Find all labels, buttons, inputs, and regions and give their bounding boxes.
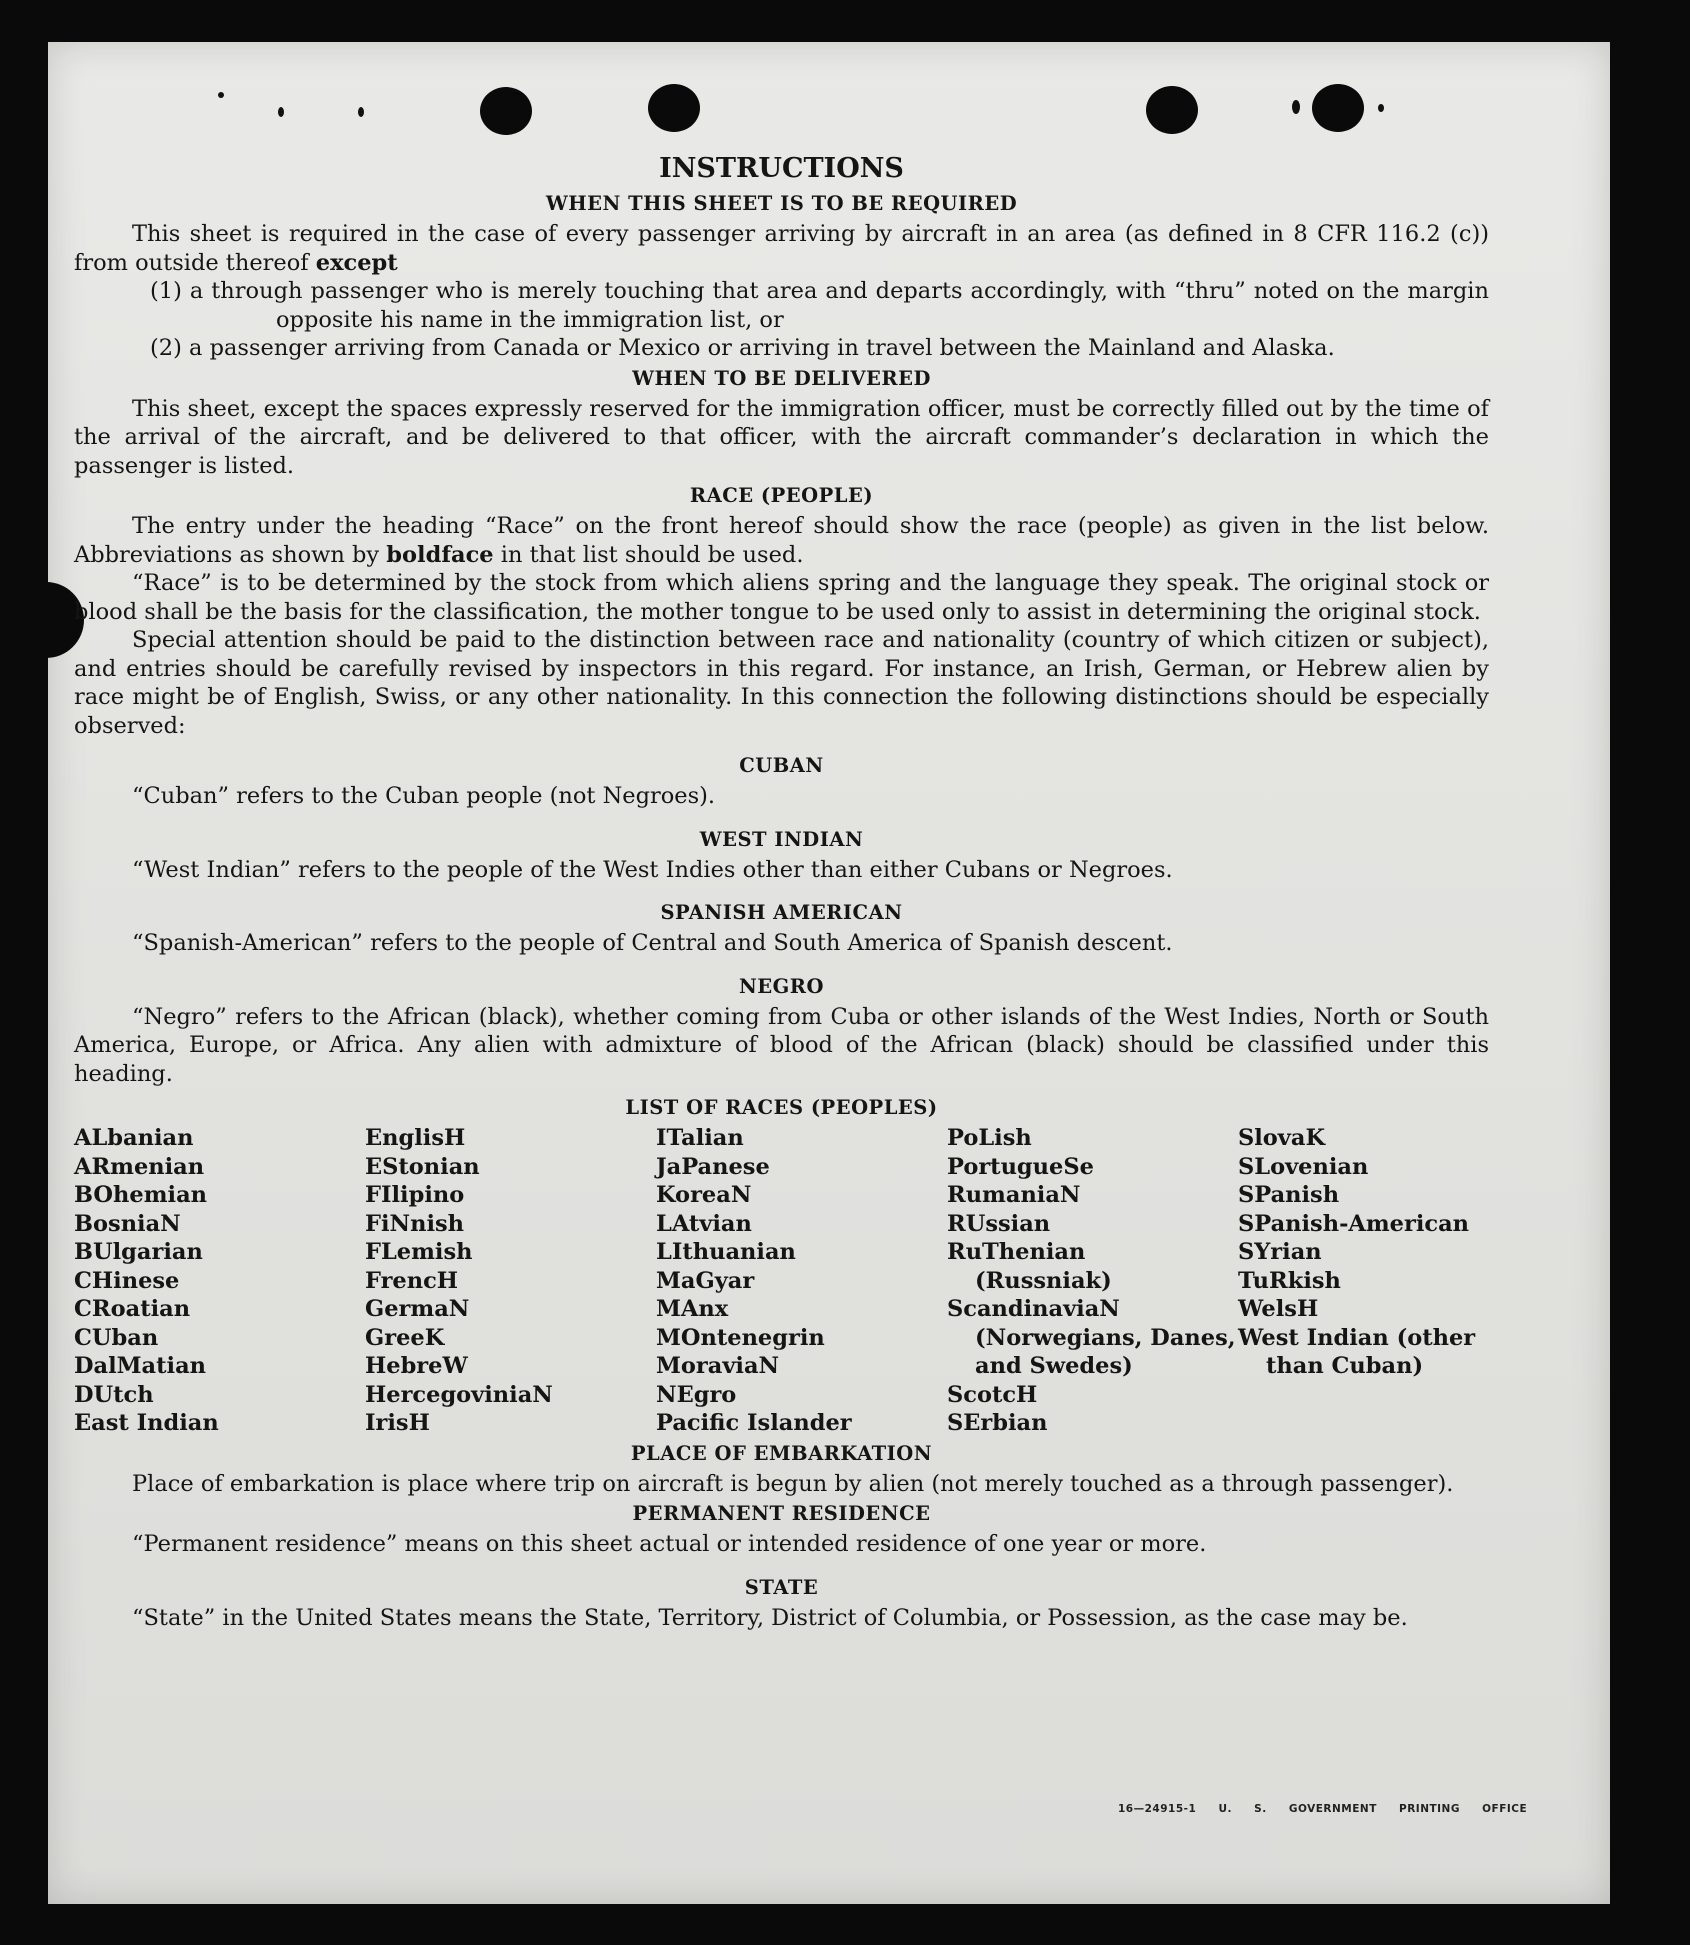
paragraph-race-3: Special attention should be paid to the distinction between race and nationality (country of which citizen or subject), and entries should be carefully revised by inspectors in this regard. For instance, an Irish, German, or Hebrew alien by race might be of English, Swiss, or any other nationality. In this connection the following distinctions should be especially observed:	[74, 627, 1489, 739]
heading-cuban: CUBAN	[739, 754, 824, 777]
race-item: RumaniaN	[947, 1182, 1081, 1208]
punch-hole	[1312, 84, 1364, 132]
race-item: FrencH	[365, 1267, 459, 1294]
race-item: MAnx	[656, 1296, 729, 1322]
race-column-5	[1238, 1124, 1489, 1438]
punch-hole	[648, 84, 700, 132]
race-item: SPanish	[1238, 1182, 1340, 1208]
race-item: East Indian	[74, 1410, 219, 1436]
paragraph-embarkation: Place of embarkation is place where trip on aircraft is begun by alien (not merely touched as a through passenger).	[132, 1470, 1454, 1497]
emphasis-except: except	[315, 249, 398, 276]
paragraph-race-2: “Race” is to be determined by the stock from which aliens spring and the language they speak. The original stock or blood shall be the basis for the classification, the mother tongue to be used only to assist in determining the original stock.	[74, 570, 1489, 625]
race-item: RuThenian (Russniak)	[947, 1239, 1112, 1294]
heading-state: STATE	[744, 1575, 819, 1599]
race-item: SErbian	[947, 1410, 1048, 1436]
race-item: FLemish	[365, 1239, 473, 1265]
race-item: ALbanian	[74, 1125, 194, 1151]
paragraph-west-indian: “West Indian” refers to the people of the West Indies other than either Cubans or Negroes.	[132, 856, 1173, 883]
race-item: DalMatian	[74, 1353, 207, 1379]
race-item: JaPanese	[656, 1153, 770, 1180]
race-item: EnglisH	[365, 1125, 466, 1151]
paragraph-state: “State” in the United States means the State, Territory, District of Columbia, or Possession, as the case may be.	[132, 1604, 1408, 1631]
race-item: FiNnish	[365, 1210, 465, 1237]
race-column-4	[947, 1124, 1238, 1438]
race-item: MoraviaN	[656, 1353, 780, 1379]
page-title: INSTRUCTIONS	[659, 153, 904, 184]
punch-hole	[480, 87, 532, 135]
race-item: NEgro	[656, 1381, 737, 1408]
race-item: Pacific Islander	[656, 1410, 852, 1436]
race-item: FIlipino	[365, 1182, 465, 1208]
race-item: ScandinaviaN (Norwegians, Danes, and Swedes)	[947, 1296, 1236, 1379]
heading-west-indian: WEST INDIAN	[699, 827, 864, 851]
race-item: HebreW	[365, 1353, 468, 1379]
race-item: ScotcH	[947, 1381, 1038, 1408]
printer-imprint: U. S. GOVERNMENT PRINTING OFFICE	[1218, 1803, 1528, 1815]
list-item-2: (2) a passenger arriving from Canada or Mexico or arriving in travel between the Mainland and Alaska.	[150, 335, 1335, 361]
list-item-1: (1) a through passenger who is merely touching that area and departs accordingly, with “thru” noted on the margin opposite his name in the immigration list, or	[150, 278, 1489, 333]
race-column-2	[365, 1124, 656, 1438]
paragraph-race-1: The entry under the heading “Race” on the front hereof should show the race (people) as given in the list below. Abbreviations as shown by boldface in that list should be used.	[74, 513, 1489, 568]
race-item: MOntenegrin	[656, 1324, 825, 1351]
race-item: CHinese	[74, 1267, 180, 1294]
heading-permanent-residence: PERMANENT RESIDENCE	[632, 1502, 931, 1525]
form-number: 16—24915-1	[1118, 1803, 1197, 1815]
race-item: BUlgarian	[74, 1239, 203, 1265]
race-item: BOhemian	[74, 1182, 208, 1208]
race-column-3	[656, 1124, 947, 1438]
race-item: BosniaN	[74, 1210, 181, 1237]
race-item: HercegoviniaN	[365, 1381, 553, 1408]
race-item: CUban	[74, 1324, 159, 1351]
race-item: TuRkish	[1238, 1267, 1341, 1294]
race-item: West Indian (other than Cuban)	[1238, 1324, 1476, 1379]
race-item: GermaN	[365, 1296, 470, 1322]
race-item: SPanish-American	[1238, 1210, 1470, 1237]
paragraph-delivered: This sheet, except the spaces expressly reserved for the immigration officer, must be correctly filled out by the time of the arrival of the aircraft, and be delivered to that officer, with the aircraft commander’s declaration in which the passenger is listed.	[74, 395, 1489, 479]
heading-when-required: WHEN THIS SHEET IS TO BE REQUIRED	[545, 192, 1018, 215]
race-item: SlovaK	[1238, 1125, 1326, 1151]
paragraph-spanish-american: “Spanish-American” refers to the people of Central and South America of Spanish descent.	[132, 930, 1173, 956]
race-item: LAtvian	[656, 1210, 752, 1237]
heading-race: RACE (PEOPLE)	[689, 484, 874, 507]
race-list	[74, 1124, 1489, 1438]
punch-hole	[1146, 86, 1198, 134]
race-item: IrisH	[365, 1410, 430, 1436]
heading-when-delivered: WHEN TO BE DELIVERED	[632, 366, 931, 390]
race-column-1	[74, 1124, 365, 1438]
race-item: SLovenian	[1238, 1153, 1369, 1180]
race-item: PortugueSe	[947, 1153, 1094, 1180]
race-item: CRoatian	[74, 1296, 191, 1322]
paragraph-residence: “Permanent residence” means on this sheet actual or intended residence of one year or more.	[132, 1531, 1207, 1557]
paragraph-required: This sheet is required in the case of every passenger arriving by aircraft in an area (as defined in 8 CFR 116.2 (c)) from outside thereof except	[74, 221, 1489, 276]
heading-spanish-american: SPANISH AMERICAN	[660, 901, 903, 924]
race-item: RUssian	[947, 1210, 1051, 1237]
race-item: KoreaN	[656, 1182, 752, 1208]
race-item: DUtch	[74, 1381, 154, 1408]
heading-list-of-races: LIST OF RACES (PEOPLES)	[625, 1096, 938, 1119]
race-item: EStonian	[365, 1153, 480, 1180]
race-item: LIthuanian	[656, 1239, 796, 1265]
paragraph-cuban: “Cuban” refers to the Cuban people (not Negroes).	[132, 783, 716, 809]
heading-place-of-embarkation: PLACE OF EMBARKATION	[630, 1441, 933, 1465]
race-item: MaGyar	[656, 1267, 755, 1294]
paragraph-negro: “Negro” refers to the African (black), whether coming from Cuba or other islands of the West Indies, North or South America, Europe, or Africa. Any alien with admixture of blood of the African (black) should be classified under this heading.	[74, 1003, 1489, 1087]
race-item: SYrian	[1238, 1239, 1322, 1265]
race-item: WelsH	[1238, 1296, 1319, 1322]
race-item: ITalian	[656, 1125, 744, 1151]
race-item: ARmenian	[74, 1153, 205, 1180]
heading-negro: NEGRO	[738, 974, 825, 998]
race-item: GreeK	[365, 1324, 445, 1351]
footer-imprint	[1118, 1803, 1527, 1815]
race-item: PoLish	[947, 1125, 1032, 1151]
instructions-content	[74, 150, 1489, 1632]
